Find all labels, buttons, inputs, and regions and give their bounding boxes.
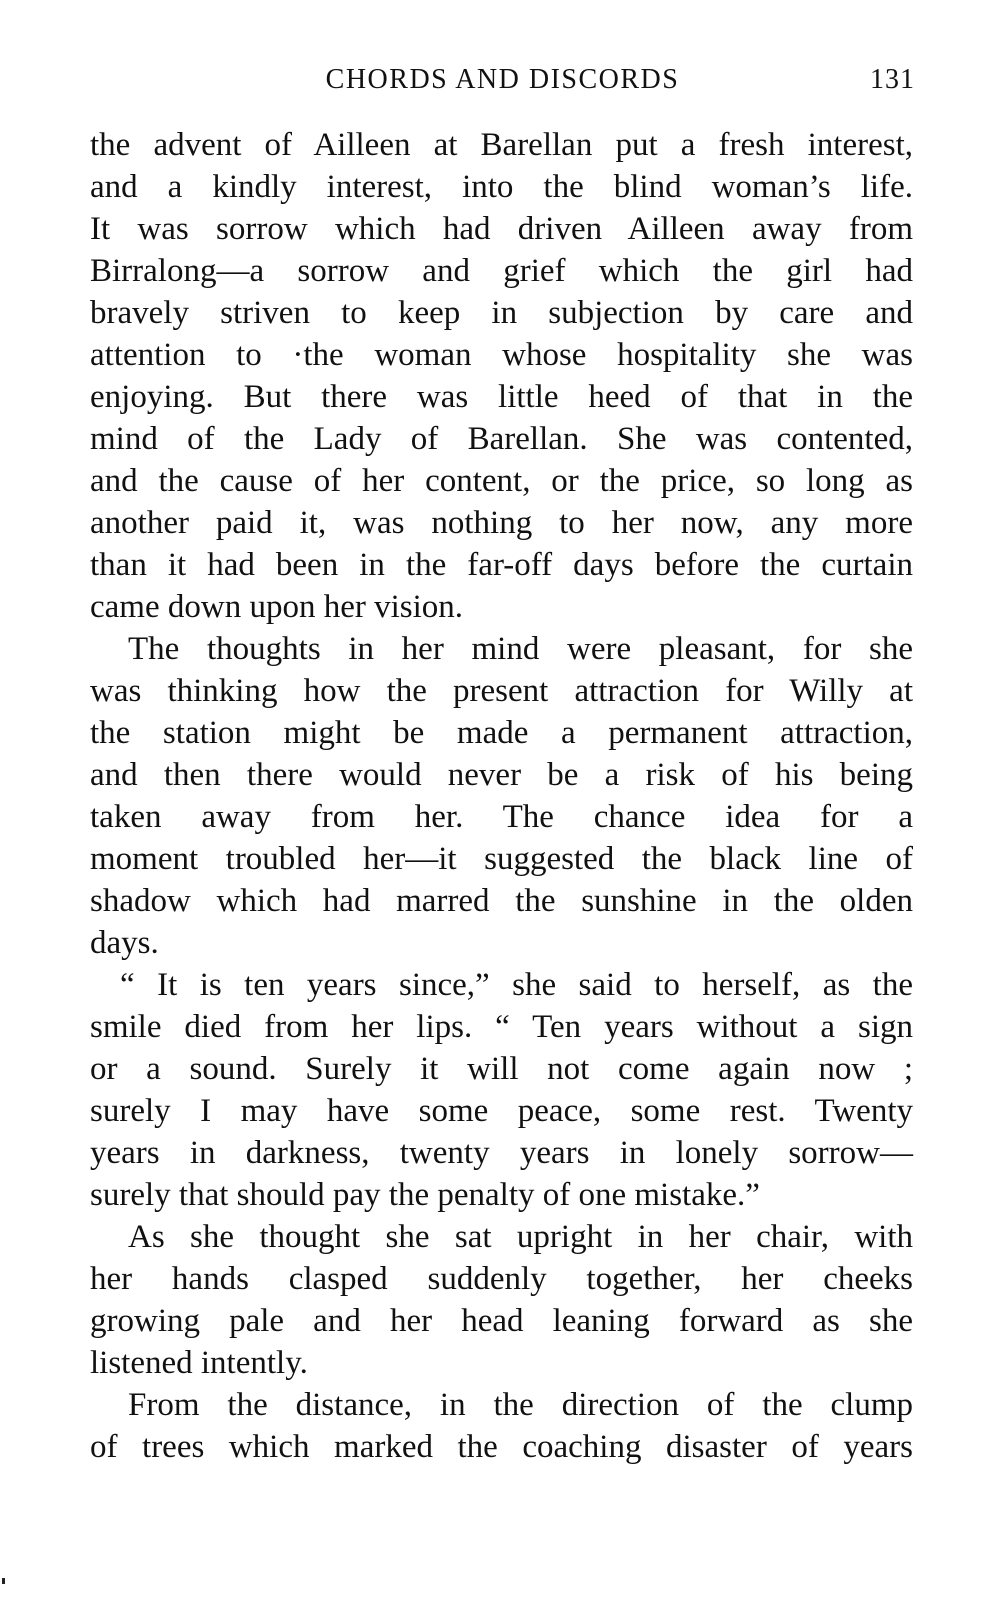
text-line: her hands clasped suddenly together, her cheeks <box>90 1261 913 1297</box>
text-line: smile died from her lips. “ Ten years without a sign <box>90 1009 913 1045</box>
text-line: the advent of Ailleen at Barellan put a fresh interest, <box>90 127 913 163</box>
text-line: shadow which had marred the sunshine in the olden <box>90 883 913 919</box>
text-line: another paid it, was nothing to her now, any more <box>90 505 913 541</box>
paragraph <box>90 628 913 964</box>
paragraph <box>90 124 913 628</box>
text-line: or a sound. Surely it will not come again now ; <box>90 1051 913 1087</box>
text-line: and the cause of her content, or the price, so long as <box>90 463 913 499</box>
text-line: moment troubled her—it suggested the black line of <box>90 841 913 877</box>
text-line: than it had been in the far-off days before the curtain <box>90 547 913 583</box>
body-text <box>90 124 913 1468</box>
text-line: of trees which marked the coaching disaster of years <box>90 1429 913 1465</box>
text-line: mind of the Lady of Barellan. She was contented, <box>90 421 913 457</box>
running-head <box>90 60 915 100</box>
paragraph <box>90 1384 913 1468</box>
text-line: The thoughts in her mind were pleasant, for she <box>128 631 913 667</box>
scan-edge-mark <box>2 1578 5 1584</box>
text-line: came down upon her vision. <box>90 589 464 625</box>
text-line: attention to ·the woman whose hospitality she was <box>90 337 913 373</box>
text-line: enjoying. But there was little heed of that in the <box>90 379 913 415</box>
text-line: surely that should pay the penalty of one mistake.” <box>90 1177 760 1213</box>
text-line: surely I may have some peace, some rest. Twenty <box>90 1093 913 1129</box>
text-line: was thinking how the present attraction for Willy at <box>90 673 913 709</box>
text-line: days. <box>90 925 159 961</box>
text-line: It was sorrow which had driven Ailleen away from <box>90 211 913 247</box>
text-line: From the distance, in the direction of the clump <box>128 1387 913 1423</box>
paragraph <box>90 964 913 1216</box>
text-line: growing pale and her head leaning forward as she <box>90 1303 913 1339</box>
text-line: years in darkness, twenty years in lonely sorrow— <box>90 1135 913 1171</box>
text-line: and a kindly interest, into the blind woman’s life. <box>90 169 913 205</box>
paragraph <box>90 1216 913 1384</box>
text-line: taken away from her. The chance idea for a <box>90 799 913 835</box>
text-line: the station might be made a permanent attraction, <box>90 715 913 751</box>
text-line: and then there would never be a risk of his being <box>90 757 913 793</box>
text-line: bravely striven to keep in subjection by care and <box>90 295 913 331</box>
text-line: “ It is ten years since,” she said to herself, as the <box>120 967 913 1003</box>
page-number: 131 <box>870 64 915 95</box>
running-title: CHORDS AND DISCORDS <box>325 64 680 95</box>
text-line: Birralong—a sorrow and grief which the girl had <box>90 253 913 289</box>
text-line: As she thought she sat upright in her chair, with <box>128 1219 913 1255</box>
text-line: listened intently. <box>90 1345 308 1381</box>
